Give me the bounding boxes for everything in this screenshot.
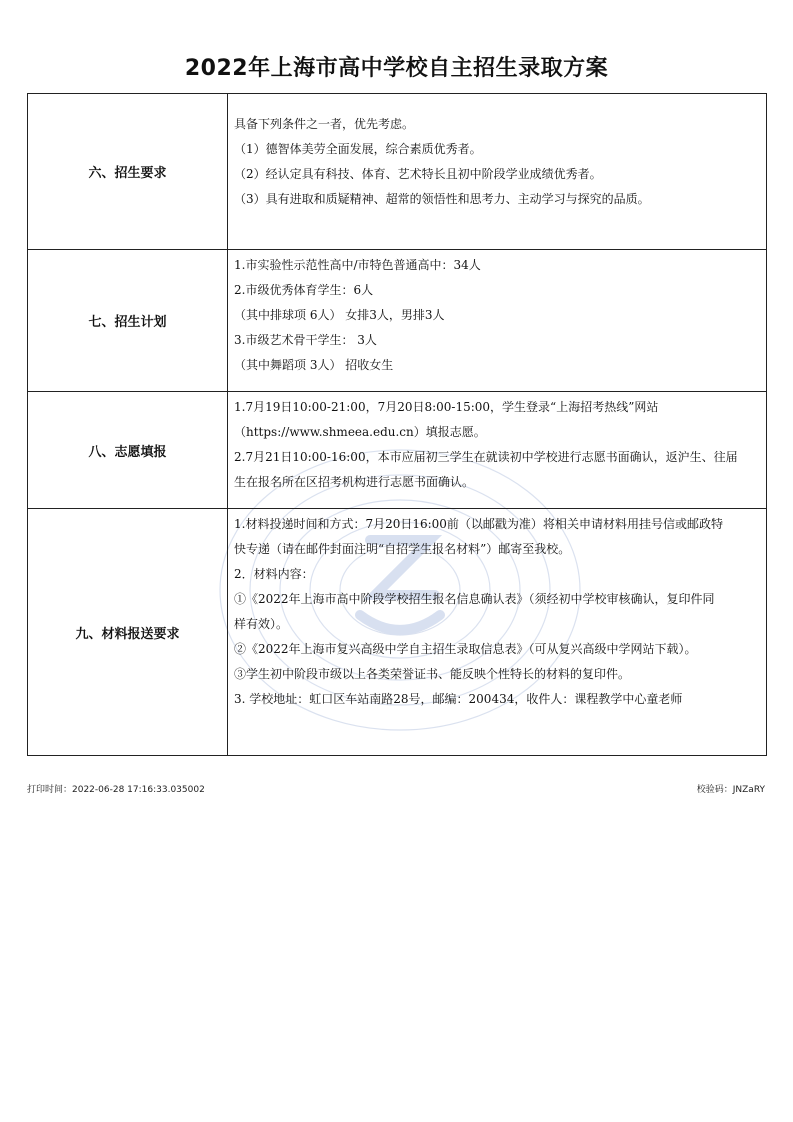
content-line: （https://www.shmeea.edu.cn）填报志愿。 — [234, 425, 486, 439]
content-line: 样有效）。 — [234, 617, 289, 631]
content-line: 快专递（请在邮件封面注明“自招学生报名材料”）邮寄至我校。 — [234, 542, 571, 556]
content-line: （其中排球项 6人） 女排3人，男排3人 — [234, 308, 445, 322]
section-label: 六、招生要求 — [28, 94, 228, 250]
print-time: 打印时间：2022-06-28 17:16:33.035002 — [27, 785, 205, 795]
section-content — [228, 509, 767, 756]
section-content — [228, 250, 767, 392]
content-line: 2.7月21日10:00-16:00，本市应届初三学生在就读初中学校进行志愿书面确认，返沪生、往届 — [234, 450, 738, 464]
content-line: 1.市实验性示范性高中/市特色普通高中：34人 — [234, 258, 481, 272]
admission-plan-table — [27, 93, 767, 756]
content-line: （2）经认定具有科技、体育、艺术特长且初中阶段学业成绩优秀者。 — [234, 167, 602, 181]
table-row — [28, 392, 767, 509]
content-line: 3.市级艺术骨干学生： 3人 — [234, 333, 377, 347]
content-line: ②《2022年上海市复兴高级中学自主招生录取信息表》（可从复兴高级中学网站下载）。 — [234, 642, 697, 656]
content-line: ③学生初中阶段市级以上各类荣誉证书、能反映个性特长的材料的复印件。 — [234, 667, 631, 681]
content-line: 1.7月19日10:00-21:00，7月20日8:00-15:00，学生登录“上海招考热线”网站 — [234, 400, 659, 414]
content-line: （3）具有进取和质疑精神、超常的领悟性和思考力、主动学习与探究的品质。 — [234, 192, 650, 206]
content-line: （其中舞蹈项 3人） 招收女生 — [234, 358, 394, 372]
section-content — [228, 94, 767, 250]
section-label: 八、志愿填报 — [28, 392, 228, 509]
document-title: 2022年上海市高中学校自主招生录取方案 — [184, 56, 609, 81]
content-line: 3. 学校地址：虹口区车站南路28号，邮编：200434，收件人：课程教学中心童老师 — [234, 692, 683, 706]
content-line: 生在报名所在区招考机构进行志愿书面确认。 — [234, 475, 475, 489]
content-line: 2.市级优秀体育学生：6人 — [234, 283, 374, 297]
section-content — [228, 392, 767, 509]
content-line: （1）德智体美劳全面发展，综合素质优秀者。 — [234, 142, 482, 156]
section-label: 七、招生计划 — [28, 250, 228, 392]
content-line: ①《2022年上海市高中阶段学校招生报名信息确认表》（须经初中学校审核确认，复印件同 — [234, 592, 715, 606]
content-line: 2．材料内容： — [234, 567, 314, 581]
content-line: 具备下列条件之一者，优先考虑。 — [234, 117, 415, 131]
section-label: 九、材料报送要求 — [28, 509, 228, 756]
content-line: 1.材料投递时间和方式：7月20日16:00前（以邮戳为准）将相关申请材料用挂号信或邮政特 — [234, 517, 723, 531]
table-row — [28, 509, 767, 756]
table-row — [28, 250, 767, 392]
table-row — [28, 94, 767, 250]
checksum-code: 校验码：JNZaRY — [696, 785, 765, 795]
